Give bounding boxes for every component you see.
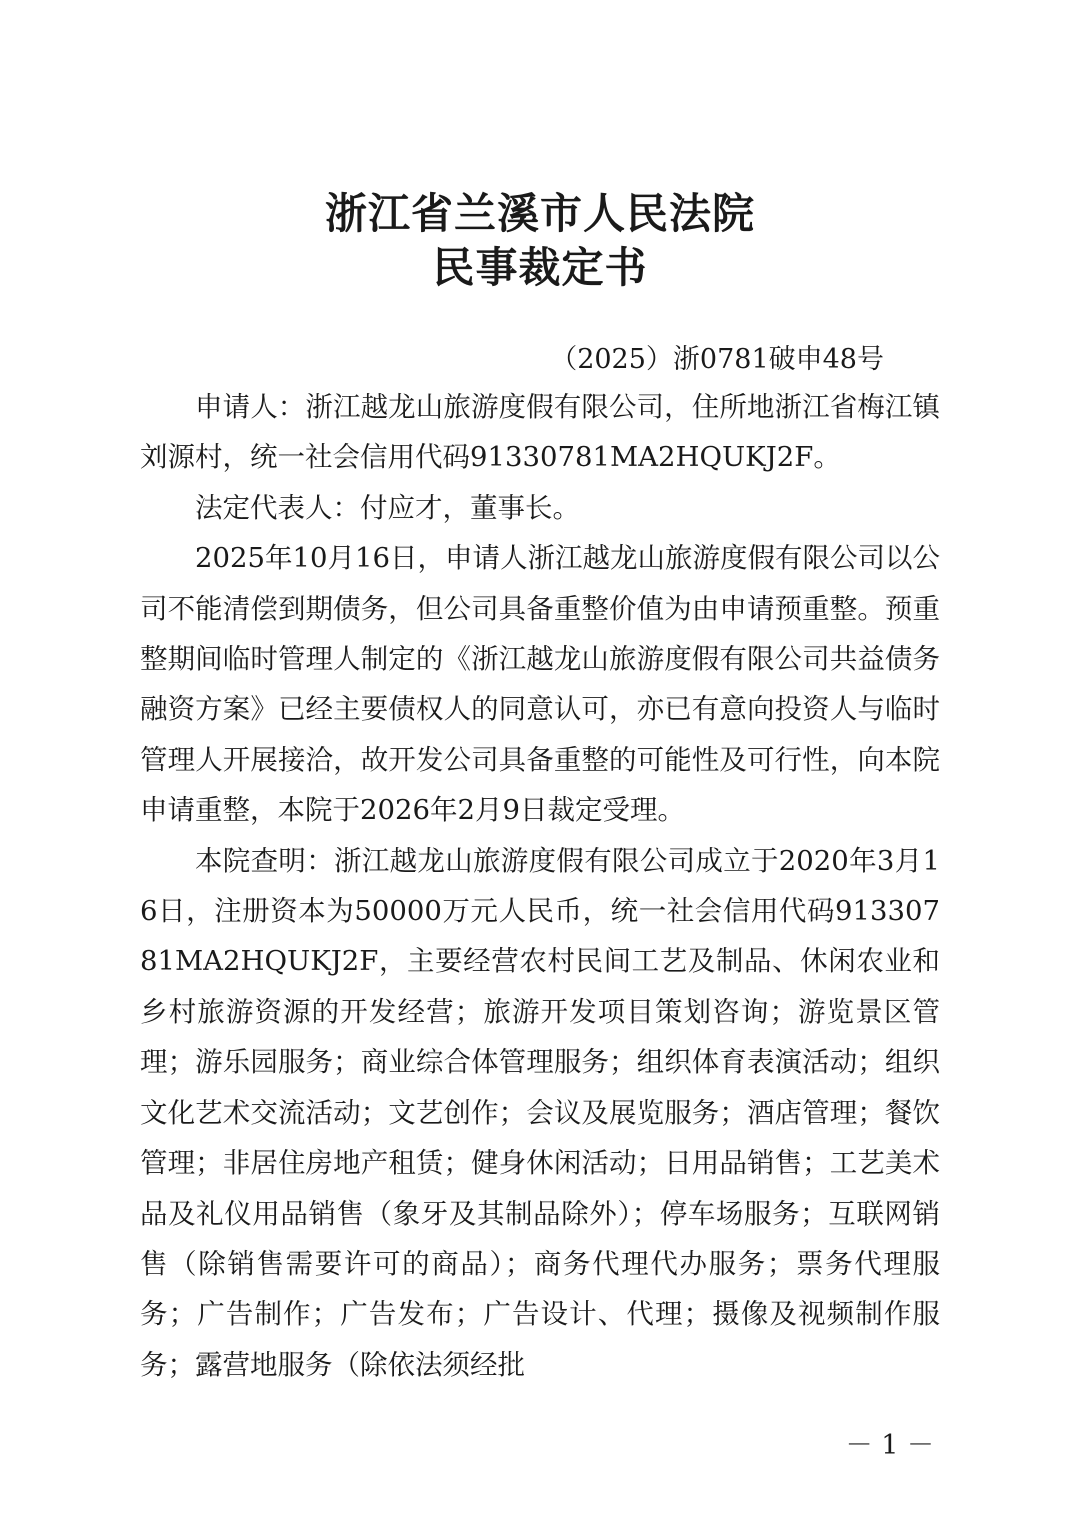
court-name-title: 浙江省兰溪市人民法院 <box>324 189 755 238</box>
page-number: － 1 － <box>845 1430 934 1461</box>
paragraph-applicant: 申请人：浙江越龙山旅游度假有限公司，住所地浙江省梅江镇刘源村，统一社会信用代码91330781MA2HQUKJ2F。 <box>140 391 940 474</box>
document-body <box>140 382 940 1390</box>
paragraph-application: 2025年10月16日，申请人浙江越龙山旅游度假有限公司以公司不能清偿到期债务，但公司具备重整价值为由申请预重整。预重整期间临时管理人制定的《浙江越龙山旅游度假有限公司共益债务融资方案》已经主要债权人的同意认可，亦已有意向投资人与临时管理人开展接洽，故开发公司具备重整的可能性及可行性，向本院申请重整，本院于2026年2月9日裁定受理。 <box>140 542 940 827</box>
paragraph-legal-representative: 法定代表人：付应才，董事长。 <box>195 491 580 524</box>
document-type-title: 民事裁定书 <box>432 243 648 292</box>
paragraph-findings: 本院查明：浙江越龙山旅游度假有限公司成立于2020年3月16日，注册资本为50000万元人民币，统一社会信用代码91330781MA2HQUKJ2F，主要经营农村民间工艺及制品、休闲农业和乡村旅游资源的开发经营；旅游开发项目策划咨询；游览景区管理；游乐园服务；商业综合体管理服务；组织体育表演活动；组织文化艺术交流活动；文艺创作；会议及展览服务；酒店管理；餐饮管理；非居住房地产租赁；健身休闲活动；日用品销售；工艺美术品及礼仪用品销售（象牙及其制品除外）；停车场服务；互联网销售（除销售需要许可的商品）；商务代理代办服务；票务代理服务；广告制作；广告发布；广告设计、代理；摄像及视频制作服务；露营地服务（除依法须经批 <box>140 844 940 1381</box>
case-number: （2025）浙0781破申48号 <box>550 344 884 375</box>
